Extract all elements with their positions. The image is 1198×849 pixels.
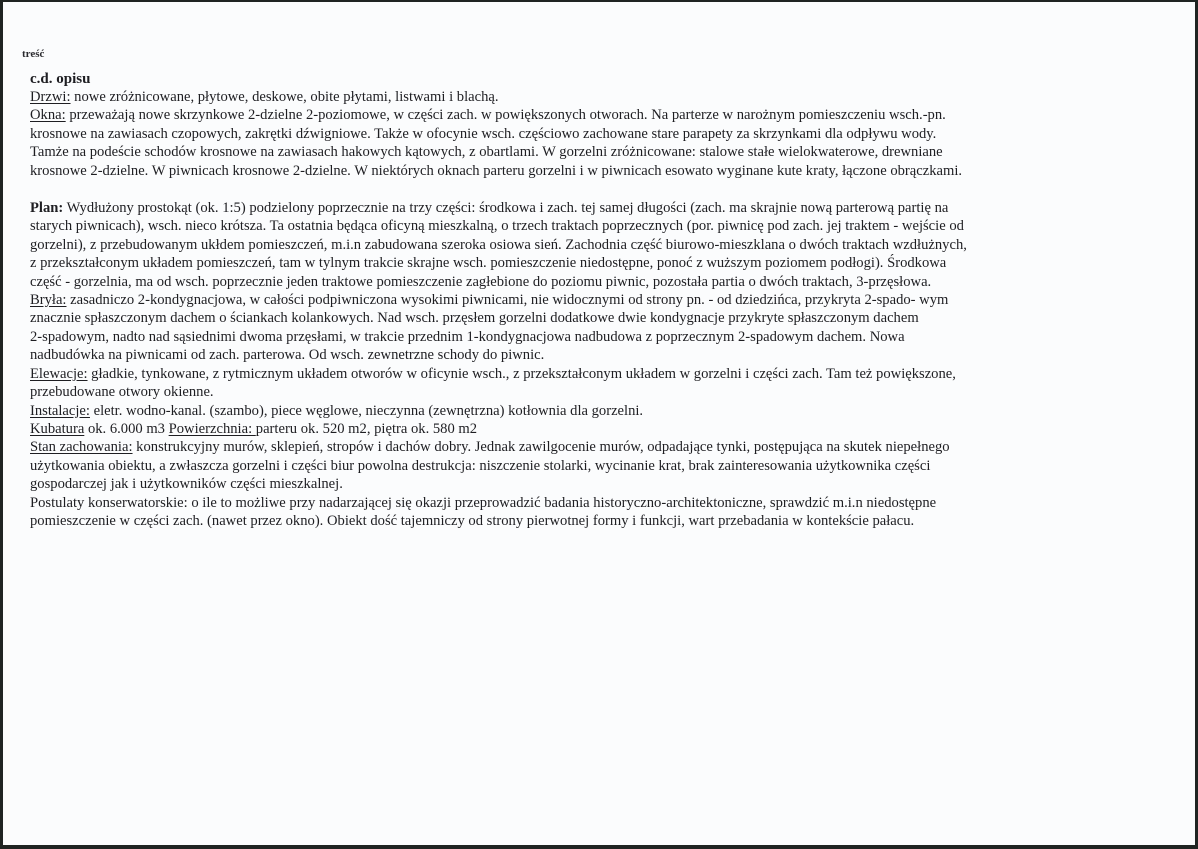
paragraph-plan — [30, 199, 1140, 291]
text-line — [30, 88, 1140, 106]
text-line: gospodarczej jak i użytkowników części mieszkalnej. — [30, 476, 343, 493]
label-elewacje: Elewacje: — [30, 365, 88, 382]
paragraph-elewacje — [30, 365, 1140, 402]
text-span: eletr. wodno-kanal. (szambo), piece węglowe, nieczynna (zewnętrzna) kotłownia dla gorzelni. — [89, 402, 644, 419]
text-line — [30, 365, 1140, 383]
header-label: treść — [22, 48, 45, 60]
text-span: gładkie, tynkowane, z rytmicznym układem otworów w oficynie wsch., z przekształconym układem w gorzelni i części zach. Tam też powiększone, — [87, 365, 956, 382]
label-bryla: Bryła: — [30, 292, 67, 309]
paragraph-postulaty — [30, 494, 1140, 531]
text-line: nadbudówka na piwnicami od zach. parterowa. Od wsch. zewnetrzne schody do piwnic. — [30, 347, 545, 364]
section-title: c.d. opisu — [30, 71, 91, 87]
paragraph-instalacje — [30, 402, 1140, 420]
text-span: przeważają nowe skrzynkowe 2-dzielne 2-poziomowe, w części zach. w powiększonych otworach. Na parterze w narożnym pomieszczeniu wsch.-pn. — [65, 107, 946, 124]
label-okna: Okna: — [30, 107, 66, 124]
kubatura-value: ok. 6.000 m3 — [84, 420, 169, 437]
paragraph-kubatura — [30, 420, 1140, 438]
text-line: krosnowe 2-dzielne. W piwnicach krosnowe 2-dzielne. W niektórych oknach parteru gorzelni i w piwnicach esowato wyginane kute kraty, łączone obrączkami. — [30, 162, 963, 179]
text-line: pomieszczenie w części zach. (nawet przez okno). Obiekt dość tajemniczy od strony pierwotnej formy i funkcji, wart przebadania w kontekście pałacu. — [30, 512, 915, 529]
text-line — [30, 106, 1140, 124]
text-line: Tamże na podeście schodów krosnowe na zawiasach hakowych kątowych, z obartlami. W gorzelni zróżnicowane: stalowe stałe wielokwaterowe, drewniane — [30, 144, 943, 161]
label-plan: Plan: — [30, 200, 64, 217]
text-line: przebudowane otwory okienne. — [30, 384, 214, 401]
text-span: Wydłużony prostokąt (ok. 1:5) podzielony poprzecznie na trzy części: środkowa i zach. tej samej długości (zach. ma skrajnie nową parterową partię na — [63, 200, 949, 217]
paragraph-gap — [30, 180, 1140, 199]
label-powierzchnia: Powierzchnia: — [168, 420, 256, 437]
text-line — [30, 291, 1140, 309]
text-line — [30, 420, 1140, 438]
text-line — [30, 402, 1140, 420]
paragraph-drzwi — [30, 88, 1140, 106]
text-line: znacznie spłaszczonym dachem o ściankach kolankowych. Nad wsch. przęsłem gorzelni dodatkowe dwie kondygnacje przykryte spłaszczonym dachem — [30, 310, 919, 327]
text-line: użytkowania obiektu, a zwłaszcza gorzelni i części biur powolna destrukcja: niszczenie stolarki, wycinanie krat, brak zainteresowania użytkownika części — [30, 457, 931, 474]
text-line: 2-spadowym, nadto nad sąsiednimi dwoma przęsłami, w trakcie przednim 1-kondygnacjowa nadbudowa z poprzecznym 2-spadowym dachem. Nowa — [30, 328, 905, 345]
text-span: nowe zróżnicowane, płytowe, deskowe, obite płytami, listwami i blachą. — [70, 89, 499, 105]
text-line: krosnowe na zawiasach czopowych, zakrętki dźwigniowe. Także w ofocynie wsch. częściowo zachowane stare parapety za skrzynkami dla odpływu wody. — [30, 125, 937, 142]
text-line: starych piwnicach), wsch. nieco krótsza. Ta ostatnia będąca oficyną mieszkalną, o trzech traktach poprzecznych (por. piwnicę pod zach. jej traktem - wejście od — [30, 218, 964, 235]
label-kubatura: Kubatura — [30, 420, 85, 437]
paragraph-stan-zachowania — [30, 438, 1140, 493]
label-instalacje: Instalacje: — [30, 402, 90, 419]
text-span: zasadniczo 2-kondygnacjowa, w całości podpiwniczona wysokimi piwnicami, nie widocznymi od strony pn. - od dziedzińca, przykryta 2-spado- wym — [66, 292, 949, 309]
label-stan-zachowania: Stan zachowania: — [30, 439, 133, 456]
text-line — [30, 199, 1140, 217]
label-drzwi: Drzwi: — [30, 89, 71, 105]
document-body — [30, 70, 1140, 530]
text-line: część - gorzelnia, ma od wsch. poprzecznie jeden traktowe pomieszczenie zagłebione do poziomu piwnic, pozostała partia o dwóch traktach, 3-przęsłowa. — [30, 273, 932, 290]
text-line: z przekształconym układem pomieszczeń, tam w tylnym trakcie skrajne wsch. pomieszczenie niedostępne, ponoć z wuższym poziomem podłogi). Środkowa — [30, 255, 947, 272]
text-line: Postulaty konserwatorskie: o ile to możliwe przy nadarzającej się okazji przeprowadzić badania historyczno-architektoniczne, sprawdzić m.i.n niedostępne — [30, 494, 937, 511]
paragraph-bryla — [30, 291, 1140, 365]
powierzchnia-value: parteru ok. 520 m2, piętra ok. 580 m2 — [255, 420, 478, 437]
paragraph-okna — [30, 106, 1140, 180]
text-span: konstrukcyjny murów, sklepień, stropów i dachów dobry. Jednak zawilgocenie murów, odpadające tynki, postępująca na skutek niepełnego — [132, 439, 950, 456]
scanned-document-page — [3, 2, 1195, 845]
text-line: gorzelni), z przebudowanym ukłdem pomieszczeń, m.i.n zabudowana szeroka osiowa sień. Zachodnia część biurowo-mieszklana o dwóch traktach wzdłużnych, — [30, 236, 967, 253]
text-line — [30, 438, 1140, 456]
